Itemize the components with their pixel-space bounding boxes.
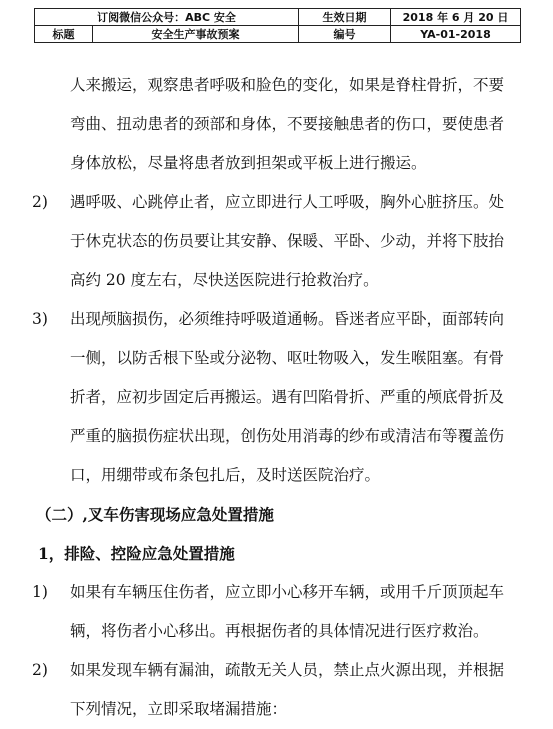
header-row-2 [35, 26, 521, 43]
effective-date-label: 生效日期 [299, 9, 391, 26]
title-value: 安全生产事故预案 [93, 26, 299, 43]
sub-heading: 1，排险、控险应急处置措施 [38, 544, 235, 563]
list-item-line: 折者，应初步固定后再搬运。遇有凹陷骨折、严重的颅底骨折及 [70, 388, 505, 406]
code-label: 编号 [299, 26, 391, 43]
code-value: YA-01-2018 [391, 26, 521, 43]
paragraph-line: 人来搬运，观察患者呼吸和脸色的变化，如果是脊柱骨折，不要 [70, 76, 505, 94]
document-body [32, 66, 528, 729]
list-item-line: 遇呼吸、心跳停止者，应立即进行人工呼吸，胸外心脏挤压。处 [70, 193, 505, 211]
list-item-line: 口，用绷带或布条包扎后，及时送医院治疗。 [70, 466, 381, 484]
list-item-line: 如果发现车辆有漏油，疏散无关人员，禁止点火源出现，并根据 [70, 661, 505, 679]
publisher-cell: 订阅微信公众号：ABC 安全 [35, 9, 299, 26]
list-item-line: 出现颅脑损伤，必须维持呼吸道通畅。昏迷者应平卧，面部转向 [70, 310, 505, 328]
list-number: 3) [32, 310, 48, 328]
list-item-vehicle [32, 573, 528, 651]
title-label: 标题 [35, 26, 93, 43]
list-item-line: 下列情况，立即采取堵漏措施： [70, 700, 288, 718]
list-number: 2) [32, 661, 48, 679]
document-header-table [34, 8, 521, 43]
list-number: 2) [32, 193, 48, 211]
header-row-1 [35, 9, 521, 26]
list-item-line: 于休克状态的伤员要让其安静、保暖、平卧、少动，并将下肢抬 [70, 232, 505, 250]
paragraph-line: 身体放松，尽量将患者放到担架或平板上进行搬运。 [70, 154, 427, 172]
list-item-line: 一侧，以防舌根下坠或分泌物、呕吐物吸入，发生喉阻塞。有骨 [70, 349, 505, 367]
list-item-line: 高约 20 度左右，尽快送医院进行抢救治疗。 [70, 271, 379, 289]
list-item-oil-leak [32, 651, 528, 729]
effective-date-value: 2018 年 6 月 20 日 [391, 9, 521, 26]
list-item-breathing [32, 183, 528, 300]
list-item-line: 严重的脑损伤症状出现，创伤处用消毒的纱布或清洁布等覆盖伤 [70, 427, 505, 445]
list-item-head-injury [32, 300, 528, 495]
list-number: 1) [32, 583, 48, 601]
section-heading: （二）,叉车伤害现场应急处置措施 [36, 505, 274, 524]
list-item-line: 辆，将伤者小心移出。再根据伤者的具体情况进行医疗救治。 [70, 622, 489, 640]
list-item-line: 如果有车辆压住伤者，应立即小心移开车辆，或用千斤顶顶起车 [70, 583, 505, 601]
paragraph-line: 弯曲、扭动患者的颈部和身体，不要接触患者的伤口，要使患者 [70, 115, 505, 133]
